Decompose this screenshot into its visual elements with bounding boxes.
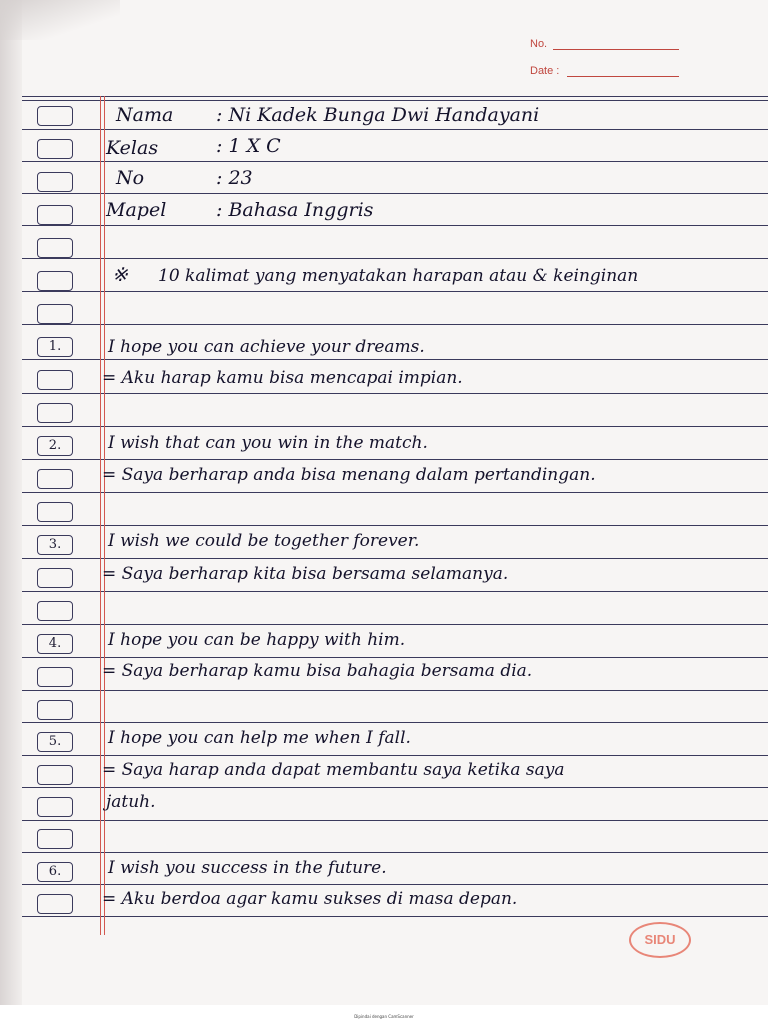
sidu-logo-stamp: SIDU bbox=[629, 922, 691, 958]
entry-6-indo: = Aku berdoa agar kamu sukses di masa depan. bbox=[102, 889, 518, 909]
ruled-line bbox=[22, 884, 768, 885]
page-binding-edge bbox=[0, 0, 22, 1005]
ruled-line bbox=[22, 96, 768, 97]
ruled-line bbox=[22, 193, 768, 194]
date-line bbox=[567, 76, 679, 77]
ruled-line bbox=[22, 852, 768, 853]
margin-box bbox=[37, 568, 73, 588]
margin-box bbox=[37, 765, 73, 785]
mapel-value: : Bahasa Inggris bbox=[216, 199, 374, 221]
scanner-watermark: Dipindai dengan CamScanner bbox=[354, 1014, 414, 1019]
margin-box bbox=[37, 403, 73, 423]
ruled-line bbox=[22, 324, 768, 325]
entry-1-english: I hope you can achieve your dreams. bbox=[108, 337, 425, 357]
margin-line bbox=[100, 96, 101, 935]
entry-2-indo: = Saya berharap anda bisa menang dalam pertandingan. bbox=[102, 465, 596, 485]
nama-value: : Ni Kadek Bunga Dwi Handayani bbox=[216, 104, 540, 126]
margin-box bbox=[37, 601, 73, 621]
ruled-line bbox=[22, 225, 768, 226]
entry-3-english: I wish we could be together forever. bbox=[108, 531, 420, 551]
no-line bbox=[553, 49, 679, 50]
margin-box bbox=[37, 700, 73, 720]
ruled-line bbox=[22, 359, 768, 360]
entry-6-english: I wish you success in the future. bbox=[108, 858, 387, 878]
ruled-line bbox=[22, 393, 768, 394]
entry-number-3: 3. bbox=[37, 535, 73, 555]
kelas-value: : 1 X C bbox=[216, 135, 281, 157]
ruled-line bbox=[22, 916, 768, 917]
entry-3-indo: = Saya berharap kita bisa bersama selamanya. bbox=[102, 564, 509, 584]
kelas-label: Kelas bbox=[106, 137, 159, 159]
margin-box bbox=[37, 797, 73, 817]
entry-number-5: 5. bbox=[37, 732, 73, 752]
entry-number-4: 4. bbox=[37, 634, 73, 654]
ruled-line bbox=[22, 755, 768, 756]
entry-5-indo-continued: jatuh. bbox=[106, 792, 156, 812]
ruled-line bbox=[22, 558, 768, 559]
ruled-line bbox=[22, 820, 768, 821]
entry-2-english: I wish that can you win in the match. bbox=[108, 433, 428, 453]
margin-line bbox=[104, 96, 105, 935]
ruled-line bbox=[22, 100, 768, 101]
entry-1-indo: = Aku harap kamu bisa mencapai impian. bbox=[102, 368, 463, 388]
ruled-line bbox=[22, 787, 768, 788]
ruled-line bbox=[22, 722, 768, 723]
entry-number-1: 1. bbox=[37, 337, 73, 357]
entry-5-indo: = Saya harap anda dapat membantu saya ketika saya bbox=[102, 760, 565, 780]
ruled-line bbox=[22, 624, 768, 625]
entry-number-2: 2. bbox=[37, 436, 73, 456]
margin-box bbox=[37, 469, 73, 489]
margin-box bbox=[37, 667, 73, 687]
ruled-line bbox=[22, 258, 768, 259]
margin-box bbox=[37, 271, 73, 291]
margin-box bbox=[37, 502, 73, 522]
ruled-line bbox=[22, 492, 768, 493]
margin-box bbox=[37, 106, 73, 126]
no-label-student: No bbox=[116, 167, 145, 189]
entry-4-indo: = Saya berharap kamu bisa bahagia bersama dia. bbox=[102, 661, 533, 681]
margin-box bbox=[37, 172, 73, 192]
task-text: 10 kalimat yang menyatakan harapan atau & keinginan bbox=[158, 266, 639, 286]
margin-box bbox=[37, 829, 73, 849]
margin-box bbox=[37, 139, 73, 159]
page-corner-shadow bbox=[0, 0, 120, 40]
ruled-line bbox=[22, 690, 768, 691]
entry-number-6: 6. bbox=[37, 862, 73, 882]
margin-box bbox=[37, 205, 73, 225]
entry-5-english: I hope you can help me when I fall. bbox=[108, 728, 411, 748]
mapel-label: Mapel bbox=[106, 199, 167, 221]
nama-label: Nama bbox=[116, 104, 174, 126]
entry-4-english: I hope you can be happy with him. bbox=[108, 630, 406, 650]
no-value: : 23 bbox=[216, 167, 253, 189]
margin-box bbox=[37, 894, 73, 914]
ruled-line bbox=[22, 291, 768, 292]
ruled-line bbox=[22, 459, 768, 460]
margin-box bbox=[37, 370, 73, 390]
ruled-line bbox=[22, 591, 768, 592]
ruled-line bbox=[22, 525, 768, 526]
no-label: No. bbox=[530, 38, 548, 50]
margin-box bbox=[37, 238, 73, 258]
margin-box bbox=[37, 304, 73, 324]
ruled-line bbox=[22, 161, 768, 162]
task-marker: ※ bbox=[112, 264, 128, 286]
ruled-line bbox=[22, 657, 768, 658]
ruled-line bbox=[22, 426, 768, 427]
date-label: Date : bbox=[530, 65, 560, 77]
ruled-line bbox=[22, 129, 768, 130]
